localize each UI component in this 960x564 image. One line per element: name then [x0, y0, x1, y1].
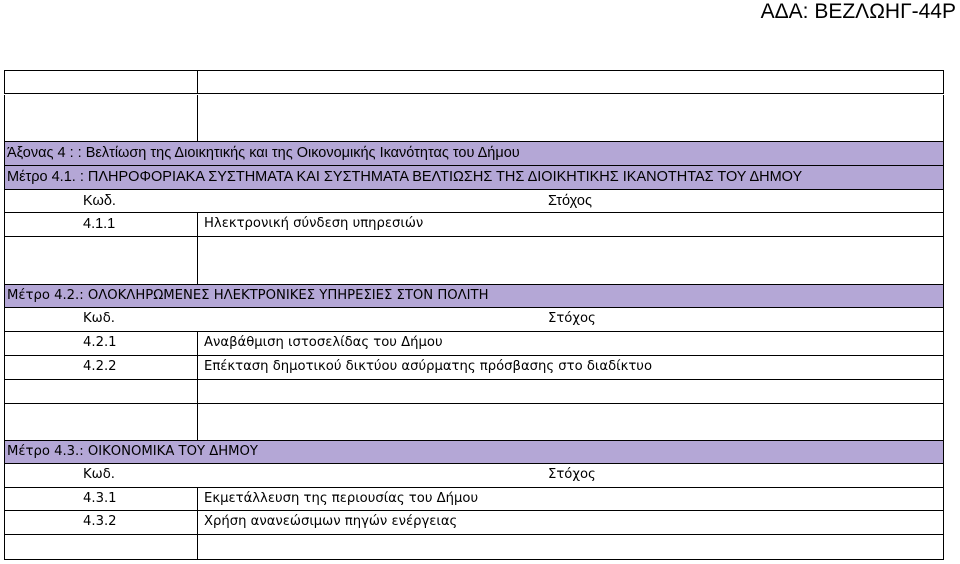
table-row	[4, 213, 944, 237]
measure-title: Μέτρο 4.3.: ΟΙΚΟΝΟΜΙΚΑ ΤΟΥ ΔΗΜΟΥ	[7, 444, 258, 459]
goal-header: Στόχος	[548, 193, 592, 209]
measure-title-row	[4, 440, 944, 464]
measure-title: Μέτρο 4.1. : ΠΛΗΡΟΦΟΡΙΑΚΑ ΣΥΣΤΗΜΑΤΑ ΚΑΙ ΣΥΣΤΗΜΑΤΑ ΒΕΛΤΙΩΣΗΣ ΤΗΣ ΔΙΟΙΚΗΤΙΚΗΣ ΙΚΑΝΟΤΗΤΑΣ ΤΟΥ ΔΗΜΟΥ	[7, 169, 803, 185]
measure-title-row	[4, 284, 944, 308]
goal-text: Ηλεκτρονική σύνδεση υπηρεσιών	[204, 216, 424, 231]
measure-title: Μέτρο 4.2.: ΟΛΟΚΛΗΡΩΜΕΝΕΣ ΗΛΕΚΤΡΟΝΙΚΕΣ ΥΠΗΡΕΣΙΕΣ ΣΤΟΝ ΠΟΛΙΤΗ	[7, 288, 489, 303]
table-row	[4, 511, 944, 535]
goal-text: Επέκταση δημοτικού δικτύου ασύρματης πρόσβασης στο διαδίκτυο	[204, 359, 653, 374]
table-header-row	[4, 308, 944, 332]
code-header: Κωδ.	[83, 467, 115, 482]
table-header-row	[4, 464, 944, 488]
table-row	[4, 356, 944, 380]
goal-code: 4.3.1	[83, 491, 117, 506]
goal-header: Στόχος	[548, 311, 596, 326]
goal-code: 4.1.1	[83, 216, 116, 232]
ada-code: ΑΔΑ: ΒΕΖΛΩΗΓ-44Ρ	[760, 0, 956, 23]
goal-code: 4.2.2	[83, 359, 117, 374]
table-row	[4, 488, 944, 511]
empty-row	[4, 237, 944, 284]
axis-title-row	[4, 141, 944, 166]
goal-text: Εκμετάλλευση της περιουσίας του Δήμου	[204, 491, 479, 506]
table-row	[4, 332, 944, 356]
goal-text: Χρήση ανανεώσιμων πηγών ενέργειας	[204, 514, 458, 529]
code-header: Κωδ.	[83, 193, 116, 209]
empty-row	[4, 70, 944, 94]
goal-header: Στόχος	[548, 467, 596, 482]
goal-text: Αναβάθμιση ιστοσελίδας του Δήμου	[204, 335, 443, 350]
empty-row	[4, 380, 944, 404]
measure-title-row	[4, 166, 944, 190]
code-header: Κωδ.	[83, 311, 115, 326]
empty-row	[4, 404, 944, 440]
empty-row	[4, 535, 944, 560]
goal-code: 4.2.1	[83, 335, 117, 350]
axis-title: Άξονας 4 : : Βελτίωση της Διοικητικής και της Οικονομικής Ικανότητας του Δήμου	[7, 145, 520, 161]
goal-code: 4.3.2	[83, 514, 117, 529]
table-header-row	[4, 190, 944, 213]
empty-row	[4, 95, 944, 142]
